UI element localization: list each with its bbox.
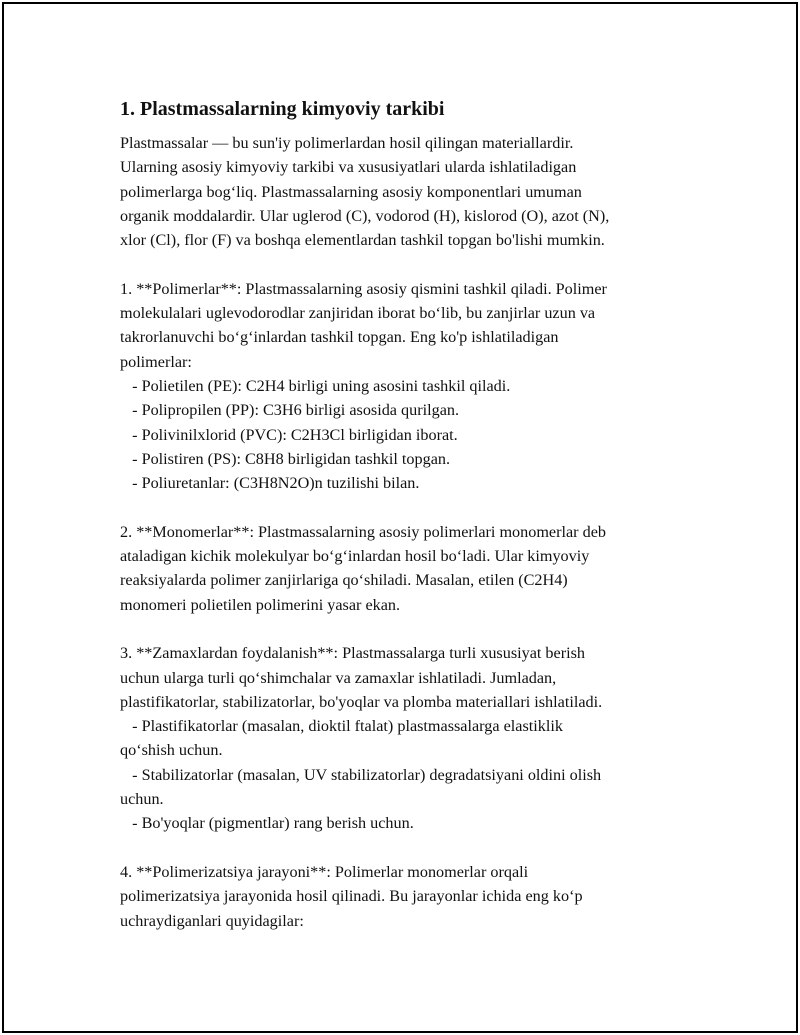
list-item: - Polipropilen (PP): C3H6 birligi asosida qurilgan. xyxy=(120,401,460,420)
text-line: uchraydiganlari quyidagilar: xyxy=(120,911,304,930)
section-heading: 1. Plastmassalarning kimyoviy tarkibi xyxy=(120,98,445,120)
text-line: plastifikatorlar, stabilizatorlar, bo'yoqlar va plomba materiallari ishlatiladi. xyxy=(120,692,603,711)
text-line: monomeri polietilen polimerini yasar ekan. xyxy=(120,595,401,614)
intro-paragraph xyxy=(120,131,700,252)
text-line: polimerlarga bog‘liq. Plastmassalarning asosiy komponentlari umuman xyxy=(120,182,582,201)
monomers-section xyxy=(120,520,700,617)
text-line: Plastmassalar — bu sun'iy polimerlardan hosil qilingan materiallardir. xyxy=(120,134,574,152)
text-line: polimerlar: xyxy=(120,352,192,371)
polymerization-section xyxy=(120,860,700,933)
text-line: 4. **Polimerizatsiya jarayoni**: Polimerlar monomerlar orqali xyxy=(120,862,529,881)
text-line: ataladigan kichik molekulyar bo‘g‘inlardan hosil bo‘ladi. Ular kimyoviy xyxy=(120,547,590,566)
list-item: - Polistiren (PS): C8H8 birligidan tashkil topgan. xyxy=(120,449,451,468)
list-item: - Bo'yoqlar (pigmentlar) rang berish uchun. xyxy=(120,814,414,833)
text-line: uchun ularga turli qo‘shimchalar va zamaxlar ishlatiladi. Jumladan, xyxy=(120,668,557,687)
document-content xyxy=(120,96,700,933)
text-line: organik moddalardir. Ular uglerod (C), vodorod (H), kislorod (O), azot (N), xyxy=(120,206,610,225)
text-line: takrorlanuvchi bo‘g‘inlardan tashkil topgan. Eng ko'p ishlatiladigan xyxy=(120,328,559,347)
additives-section xyxy=(120,641,700,835)
paragraph-gap xyxy=(120,495,700,519)
document-page xyxy=(2,2,798,1033)
text-line: 1. **Polimerlar**: Plastmassalarning asosiy qismini tashkil qiladi. Polimer xyxy=(120,279,607,298)
text-line: 2. **Monomerlar**: Plastmassalarning asosiy polimerlari monomerlar deb xyxy=(120,522,606,541)
list-item: - Polivinilxlorid (PVC): C2H3Cl birligidan iborat. xyxy=(120,425,458,444)
paragraph-gap xyxy=(120,836,700,860)
paragraph-gap xyxy=(120,252,700,276)
paragraph-gap xyxy=(120,617,700,641)
text-line: polimerizatsiya jarayonida hosil qilinadi. Bu jarayonlar ichida eng ko‘p xyxy=(120,887,583,906)
list-item: - Plastifikatorlar (masalan, dioktil ftalat) plastmassalarga elastiklik xyxy=(120,717,563,736)
text-line: qo‘shish uchun. xyxy=(120,741,223,760)
list-item: - Poliuretanlar: (C3H8N2O)n tuzilishi bilan. xyxy=(120,474,420,493)
list-item: - Polietilen (PE): C2H4 birligi uning asosini tashkil qiladi. xyxy=(120,376,511,395)
text-line: uchun. xyxy=(120,790,164,809)
text-line: xlor (Cl), flor (F) va boshqa elementlardan tashkil topgan bo'lishi mumkin. xyxy=(120,231,605,250)
text-line: Ularning asosiy kimyoviy tarkibi va xususiyatlari ularda ishlatiladigan xyxy=(120,158,577,177)
text-line: reaksiyalarda polimer zanjirlariga qo‘shiladi. Masalan, etilen (C2H4) xyxy=(120,571,568,590)
text-line: 3. **Zamaxlardan foydalanish**: Plastmassalarga turli xususiyat berish xyxy=(120,644,585,663)
list-item: - Stabilizatorlar (masalan, UV stabilizatorlar) degradatsiyani oldini olish xyxy=(120,765,602,784)
polymers-section xyxy=(120,277,700,496)
text-line: molekulalari uglevodorodlar zanjiridan iborat bo‘lib, bu zanjirlar uzun va xyxy=(120,304,596,323)
